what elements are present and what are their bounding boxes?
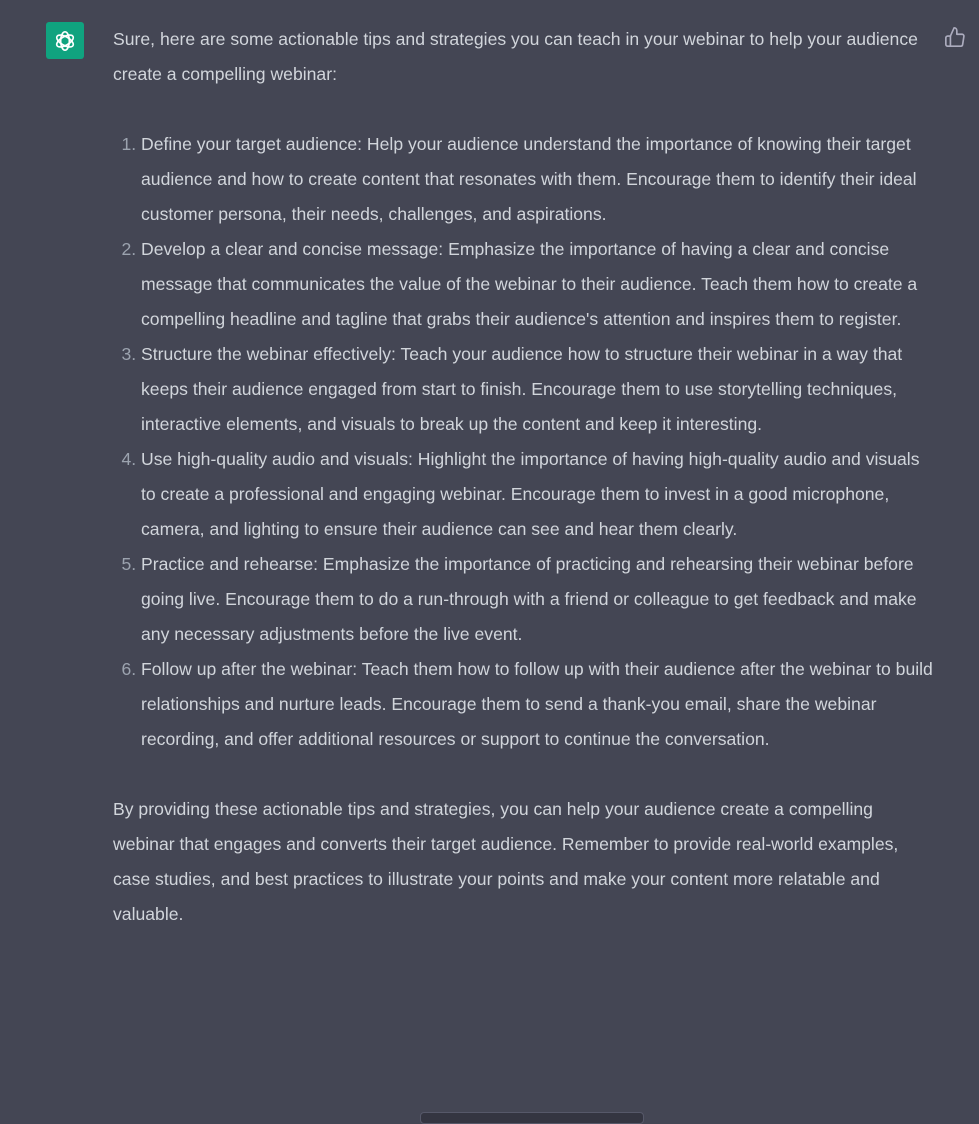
list-item: 6. Follow up after the webinar: Teach them how to follow up with their audience after the webinar to build relationships and nurture leads. Encourage them to send a thank-you email, share the webinar recording, and offer additional resources or support to continue the conversation.: [141, 652, 935, 757]
thumbs-up-button[interactable]: [944, 26, 966, 48]
regenerate-button[interactable]: [420, 1112, 644, 1124]
thumbs-up-icon: [944, 26, 966, 48]
list-item: 5. Practice and rehearse: Emphasize the importance of practicing and rehearsing their webinar before going live. Encourage them to do a run-through with a friend or colleague to get feedback and make any necessary adjustments before the live event.: [141, 547, 935, 652]
list-item: 2. Develop a clear and concise message: Emphasize the importance of having a clear and concise message that communicates the value of the webinar to their audience. Teach them how to create a compelling headline and tagline that grabs their audience's attention and inspires them to register.: [141, 232, 935, 337]
tips-list: [113, 127, 935, 757]
list-item: 4. Use high-quality audio and visuals: Highlight the importance of having high-quality audio and visuals to create a professional and engaging webinar. Encourage them to invest in a good microphone, camera, and lighting to ensure their audience can see and hear them clearly.: [141, 442, 935, 547]
list-item: 1. Define your target audience: Help your audience understand the importance of knowing their target audience and how to create content that resonates with them. Encourage them to identify their ideal customer persona, their needs, challenges, and aspirations.: [141, 127, 935, 232]
list-item: 3. Structure the webinar effectively: Teach your audience how to structure their webinar in a way that keeps their audience engaged from start to finish. Encourage them to use storytelling techniques, interactive elements, and visuals to break up the content and keep it interesting.: [141, 337, 935, 442]
message-outro: By providing these actionable tips and strategies, you can help your audience create a compelling webinar that engages and converts their target audience. Remember to provide real-world examples, case studies, and best practices to illustrate your points and make your content more relatable and valuable.: [113, 799, 899, 924]
assistant-message: [113, 22, 935, 932]
message-intro: Sure, here are some actionable tips and strategies you can teach in your webinar to help your audience create a compelling webinar:: [113, 29, 918, 84]
assistant-avatar: [46, 22, 84, 59]
openai-logo-icon: [52, 28, 78, 54]
